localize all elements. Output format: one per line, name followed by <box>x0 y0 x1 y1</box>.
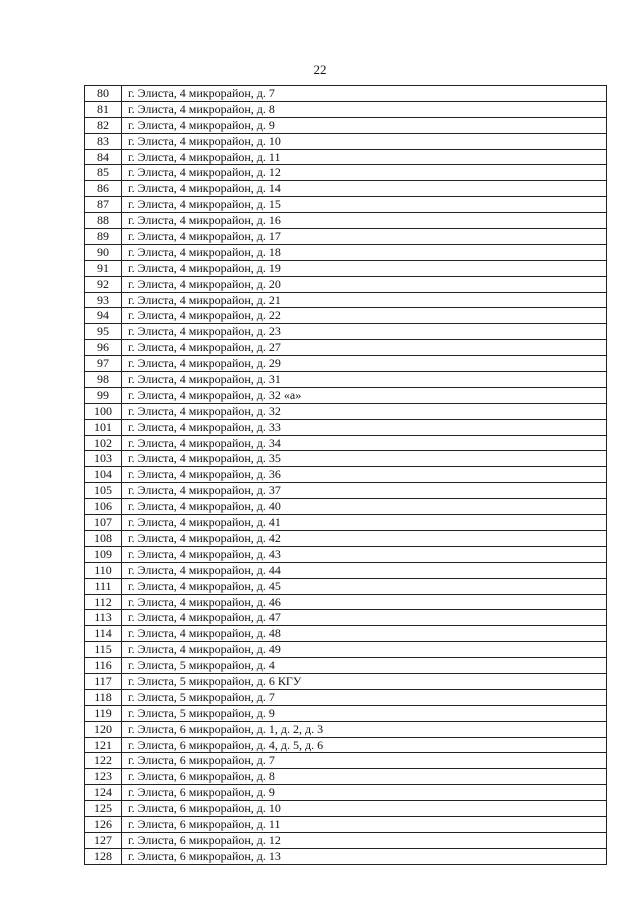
table-row <box>85 404 606 420</box>
row-address: г. Элиста, 4 микрорайон, д. 40 <box>128 499 281 514</box>
table-row <box>85 674 606 690</box>
row-number: 118 <box>85 690 122 705</box>
row-number: 92 <box>85 277 122 292</box>
table-row <box>85 181 606 197</box>
row-address: г. Элиста, 6 микрорайон, д. 12 <box>128 832 281 847</box>
row-number: 100 <box>85 404 122 419</box>
table-row <box>85 833 606 849</box>
table-row <box>85 483 606 499</box>
table-row <box>85 451 606 467</box>
row-number: 94 <box>85 308 122 323</box>
row-number: 108 <box>85 531 122 546</box>
row-address: г. Элиста, 4 микрорайон, д. 47 <box>128 610 281 625</box>
table-row <box>85 595 606 611</box>
row-number: 128 <box>85 849 122 864</box>
row-number: 125 <box>85 801 122 816</box>
table-row <box>85 388 606 404</box>
table-row <box>85 277 606 293</box>
table-row <box>85 515 606 531</box>
row-address: г. Элиста, 6 микрорайон, д. 7 <box>128 753 275 768</box>
row-number: 127 <box>85 833 122 848</box>
row-number: 84 <box>85 150 122 165</box>
table-row <box>85 738 606 754</box>
page-number: 22 <box>313 62 327 77</box>
row-number: 104 <box>85 467 122 482</box>
row-address: г. Элиста, 4 микрорайон, д. 34 <box>128 435 281 450</box>
row-address: г. Элиста, 5 микрорайон, д. 9 <box>128 705 275 720</box>
row-address: г. Элиста, 4 микрорайон, д. 36 <box>128 467 281 482</box>
row-address: г. Элиста, 4 микрорайон, д. 29 <box>128 356 281 371</box>
row-number: 121 <box>85 738 122 753</box>
row-address: г. Элиста, 5 микрорайон, д. 7 <box>128 689 275 704</box>
row-address: г. Элиста, 4 микрорайон, д. 7 <box>128 86 275 100</box>
table-row <box>85 197 606 213</box>
row-number: 98 <box>85 372 122 387</box>
row-number: 124 <box>85 785 122 800</box>
row-address: г. Элиста, 4 микрорайон, д. 20 <box>128 276 281 291</box>
row-number: 109 <box>85 547 122 562</box>
row-number: 102 <box>85 436 122 451</box>
row-number: 86 <box>85 181 122 196</box>
row-number: 93 <box>85 293 122 308</box>
row-number: 113 <box>85 610 122 625</box>
row-number: 99 <box>85 388 122 403</box>
row-address: г. Элиста, 4 микрорайон, д. 12 <box>128 165 281 180</box>
table-row <box>85 531 606 547</box>
row-number: 83 <box>85 134 122 149</box>
row-address: г. Элиста, 4 микрорайон, д. 17 <box>128 229 281 244</box>
table-row <box>85 150 606 166</box>
row-address: г. Элиста, 4 микрорайон, д. 14 <box>128 181 281 196</box>
row-number: 107 <box>85 515 122 530</box>
row-address: г. Элиста, 4 микрорайон, д. 31 <box>128 372 281 387</box>
table-row <box>85 690 606 706</box>
row-number: 87 <box>85 197 122 212</box>
row-number: 119 <box>85 706 122 721</box>
row-address: г. Элиста, 6 микрорайон, д. 13 <box>128 848 281 863</box>
row-address: г. Элиста, 4 микрорайон, д. 48 <box>128 626 281 641</box>
row-number: 106 <box>85 499 122 514</box>
row-number: 81 <box>85 102 122 117</box>
table-row <box>85 626 606 642</box>
row-address: г. Элиста, 4 микрорайон, д. 19 <box>128 260 281 275</box>
table-row <box>85 436 606 452</box>
row-address: г. Элиста, 4 микрорайон, д. 44 <box>128 562 281 577</box>
table-row <box>85 245 606 261</box>
table-row <box>85 102 606 118</box>
row-address: г. Элиста, 4 микрорайон, д. 41 <box>128 515 281 530</box>
row-address: г. Элиста, 6 микрорайон, д. 9 <box>128 785 275 800</box>
table-row <box>85 340 606 356</box>
table-row <box>85 722 606 738</box>
row-address: г. Элиста, 4 микрорайон, д. 46 <box>128 594 281 609</box>
row-number: 110 <box>85 563 122 578</box>
row-address: г. Элиста, 6 микрорайон, д. 1, д. 2, д. 3 <box>128 721 324 736</box>
row-number: 89 <box>85 229 122 244</box>
row-number: 88 <box>85 213 122 228</box>
row-address: г. Элиста, 4 микрорайон, д. 21 <box>128 292 281 307</box>
row-address: г. Элиста, 6 микрорайон, д. 8 <box>128 769 275 784</box>
table-row <box>85 293 606 309</box>
row-address: г. Элиста, 4 микрорайон, д. 42 <box>128 530 281 545</box>
table-row <box>85 849 606 865</box>
address-table <box>84 85 607 865</box>
row-number: 103 <box>85 451 122 466</box>
row-number: 91 <box>85 261 122 276</box>
row-number: 80 <box>85 86 122 101</box>
row-address: г. Элиста, 4 микрорайон, д. 35 <box>128 451 281 466</box>
table-row <box>85 706 606 722</box>
row-address: г. Элиста, 4 микрорайон, д. 37 <box>128 483 281 498</box>
row-number: 82 <box>85 118 122 133</box>
table-row <box>85 420 606 436</box>
row-address: г. Элиста, 4 микрорайон, д. 27 <box>128 340 281 355</box>
row-address: г. Элиста, 4 микрорайон, д. 16 <box>128 213 281 228</box>
table-row <box>85 769 606 785</box>
row-address: г. Элиста, 4 микрорайон, д. 8 <box>128 101 275 116</box>
row-number: 105 <box>85 483 122 498</box>
row-number: 117 <box>85 674 122 689</box>
row-number: 96 <box>85 340 122 355</box>
row-address: г. Элиста, 6 микрорайон, д. 4, д. 5, д. 6 <box>128 737 324 752</box>
table-row <box>85 324 606 340</box>
row-address: г. Элиста, 4 микрорайон, д. 32 «а» <box>128 387 302 402</box>
table-row <box>85 467 606 483</box>
row-number: 122 <box>85 753 122 768</box>
table-row <box>85 658 606 674</box>
row-number: 111 <box>85 579 122 594</box>
row-address: г. Элиста, 4 микрорайон, д. 45 <box>128 578 281 593</box>
row-address: г. Элиста, 4 микрорайон, д. 23 <box>128 324 281 339</box>
table-row <box>85 547 606 563</box>
row-address: г. Элиста, 4 микрорайон, д. 49 <box>128 642 281 657</box>
row-number: 126 <box>85 817 122 832</box>
table-row <box>85 86 606 102</box>
row-address: г. Элиста, 4 микрорайон, д. 10 <box>128 133 281 148</box>
table-row <box>85 579 606 595</box>
row-address: г. Элиста, 4 микрорайон, д. 43 <box>128 546 281 561</box>
row-number: 85 <box>85 165 122 180</box>
row-number: 114 <box>85 626 122 641</box>
row-number: 101 <box>85 420 122 435</box>
table-row <box>85 610 606 626</box>
row-address: г. Элиста, 4 микрорайон, д. 15 <box>128 197 281 212</box>
row-number: 90 <box>85 245 122 260</box>
row-address: г. Элиста, 6 микрорайон, д. 10 <box>128 801 281 816</box>
row-address: г. Элиста, 6 микрорайон, д. 11 <box>128 816 281 831</box>
table-row <box>85 261 606 277</box>
table-row <box>85 213 606 229</box>
table-row <box>85 372 606 388</box>
table-row <box>85 785 606 801</box>
table-row <box>85 753 606 769</box>
row-address: г. Элиста, 4 микрорайон, д. 11 <box>128 149 281 164</box>
table-row <box>85 801 606 817</box>
row-number: 120 <box>85 722 122 737</box>
row-number: 97 <box>85 356 122 371</box>
table-row <box>85 817 606 833</box>
row-address: г. Элиста, 5 микрорайон, д. 6 КГУ <box>128 673 302 688</box>
row-number: 123 <box>85 769 122 784</box>
table-row <box>85 165 606 181</box>
row-address: г. Элиста, 5 микрорайон, д. 4 <box>128 658 275 673</box>
row-address: г. Элиста, 4 микрорайон, д. 22 <box>128 308 281 323</box>
table-row <box>85 308 606 324</box>
row-address: г. Элиста, 4 микрорайон, д. 32 <box>128 403 281 418</box>
row-number: 95 <box>85 324 122 339</box>
row-address: г. Элиста, 4 микрорайон, д. 33 <box>128 419 281 434</box>
table-row <box>85 134 606 150</box>
row-address: г. Элиста, 4 микрорайон, д. 18 <box>128 244 281 259</box>
row-address: г. Элиста, 4 микрорайон, д. 9 <box>128 117 275 132</box>
row-number: 112 <box>85 595 122 610</box>
table-row <box>85 118 606 134</box>
row-number: 115 <box>85 642 122 657</box>
table-row <box>85 563 606 579</box>
table-row <box>85 499 606 515</box>
table-row <box>85 642 606 658</box>
row-number: 116 <box>85 658 122 673</box>
table-row <box>85 229 606 245</box>
table-row <box>85 356 606 372</box>
